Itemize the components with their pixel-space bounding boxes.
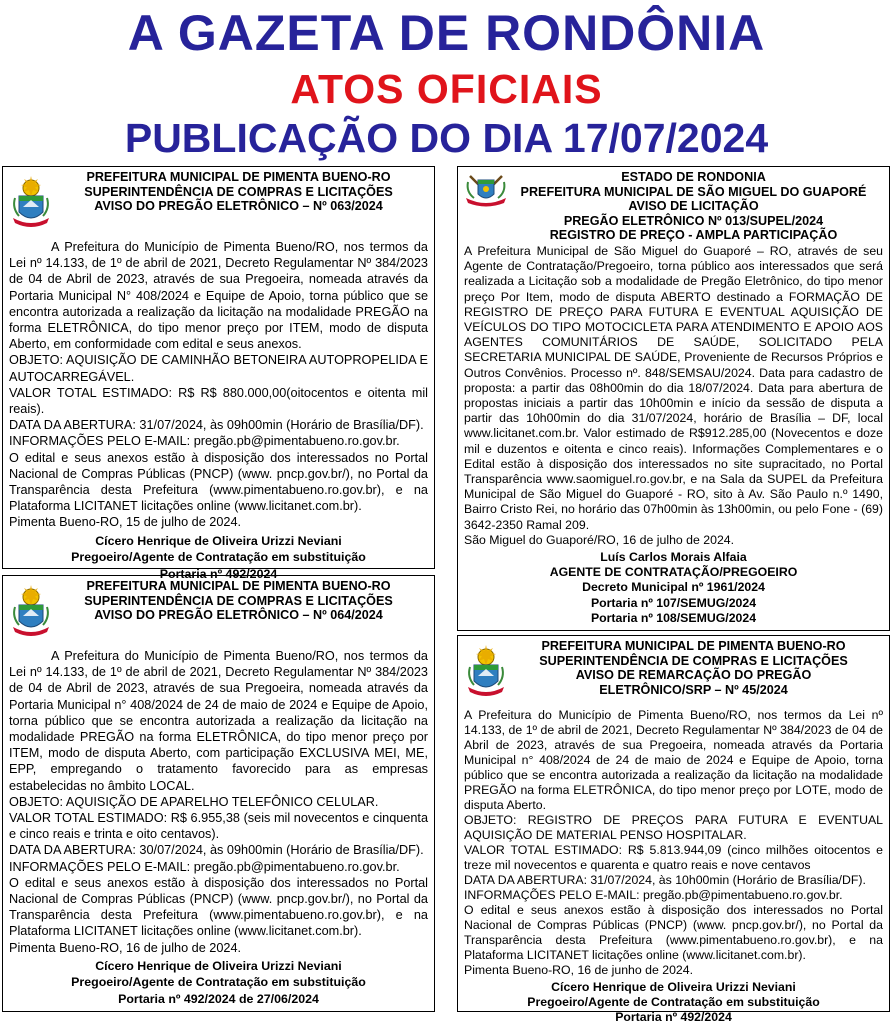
paragraph: A Prefeitura do Município de Pimenta Bueno/RO, nos termos da Lei nº 14.133, de 1º de abril de 2021, Decreto Regulamentar Nº 384/2023 de 04 de Abril de 2023, através de sua Pregoeira, nomeada através da Portaria Municipal n° 408/2024 de 24 de maio de 2024 e Equipe de Apoio, torna público que se encontra autorizada a realização da licitação na modalidade PREGÃO na forma ELETRÔNICA, do tipo menor preço por LOTE, modo de disputa Aberto. [464,708,883,812]
signature-line: Portaria nº 492/2024 [159,566,278,581]
paragraph: Pimenta Bueno-RO, 16 de junho de 2024. [464,963,694,977]
notice-body [464,244,883,548]
header-line: PREGÃO ELETRÔNICO Nº 013/SUPEL/2024 [563,213,824,228]
paragraph: A Prefeitura do Município de Pimenta Bueno/RO, nos termos da Lei nº 14.133, de 1º de abril de 2021, Decreto Regulamentar Nº 384/2023 de 04 de Abril de 2023, através de sua Pregoeira, nomeada através da Portaria Municipal n° 408/2024 de 24 de maio de 2024 e Equipe de Apoio, torna público que se encontra autorizada a realização da licitação na modalidade PREGÃO na forma ELETRÔNICA, do tipo menor preço por ITEM, modo de disputa Aberto, com participação EXCLUSIVA MEI, ME, EPP, empregando o tratamento favorecido para as empresas estabelecidas no âmbito LOCAL. [9,649,428,793]
header-line: PREFEITURA MUNICIPAL DE PIMENTA BUENO-RO [541,639,846,653]
notice-pregao-064 [2,575,435,1012]
header-line: PREFEITURA MUNICIPAL DE SÃO MIGUEL DO GUAPORÉ [520,184,867,199]
signature-line: Decreto Municipal nº 1961/2024 [582,580,765,595]
header-line: PREFEITURA MUNICIPAL DE PIMENTA BUENO-RO [86,170,391,184]
paragraph: VALOR TOTAL ESTIMADO: R$ 6.955,38 (seis mil novecentos e cinquenta e cinco reais e trinta e oito centavos). [9,811,428,842]
signature-line: Portaria nº 492/2024 de 27/06/2024 [118,991,319,1006]
paragraph: OBJETO: AQUISIÇÃO DE CAMINHÃO BETONEIRA AUTOPROPELIDA E AUTOCARREGÁVEL. [9,353,428,384]
header-line: ESTADO DE RONDONIA [621,170,766,184]
header-line: SUPERINTENDÊNCIA DE COMPRAS E LICITAÇÕES [539,653,848,668]
header-line: AVISO DE REMARCAÇÃO DO PREGÃO [575,668,812,683]
municipal-crest-icon [9,174,53,230]
signature-line: Portaria nº 492/2024 [615,1010,732,1025]
notice-header [464,170,883,243]
paragraph: VALOR TOTAL ESTIMADO: R$ R$ 880.000,00(oitocentos e oitenta mil reais). [9,385,428,417]
notice-header [464,639,883,707]
paragraph: Pimenta Bueno-RO, 15 de julho de 2024. [9,515,242,530]
notice-body [9,648,428,956]
notice-pregao-013-supel [457,166,890,631]
header-line: PREFEITURA MUNICIPAL DE PIMENTA BUENO-RO [86,579,391,593]
notice-body [9,239,428,531]
signature-line: Cícero Henrique de Oliveira Urizzi Neviani [95,958,342,973]
signature-line: Cícero Henrique de Oliveira Urizzi Neviani [95,533,342,548]
notice-remarcacao-pregao-045 [457,635,890,1025]
municipal-crest-icon [464,172,508,208]
paragraph: DATA DA ABERTURA: 31/07/2024, às 10h00min (Horário de Brasília/DF). [464,873,866,887]
paragraph: INFORMAÇÕES PELO E-MAIL: pregão.pb@pimentabueno.ro.gov.br. [9,434,400,449]
signature-line: Portaria nº 108/SEMUG/2024 [590,610,757,625]
paragraph: A Prefeitura do Município de Pimenta Bueno/RO, nos termos da Lei nº 14.133, de 1º de abril de 2021, Decreto Regulamentar Nº 384/2023 de 04 de Abril de 2023, através de sua Pregoeira, nomeada através da Portaria Municipal N° 408/2024 e Equipe de Apoio, torna público que se encontra autorizada a realização da licitação na modalidade PREGÃO na forma ELETRÔNICA, do tipo menor preço por ITEM, modo de disputa Aberto, em conformidade com edital e seus anexos. [9,240,428,352]
paragraph: INFORMAÇÕES PELO E-MAIL: pregão.pb@pimentabueno.ro.gov.br. [9,859,400,874]
publication-date: PUBLICAÇÃO DO DIA 17/07/2024 [124,115,769,161]
header-line: ELETRÔNICO/SRP – Nº 45/2024 [599,682,788,697]
paragraph: O edital e seus anexos estão à disposição dos interessados no Portal Nacional de Compras Públicas (PNCP) (www. pncp.gov.br/), no Portal da Transparência desta Prefeitura (www.pimentabueno.ro.gov.br), e na Plataforma LICITANET licitações online (www.licitanet.com.br). [464,903,883,962]
paragraph: INFORMAÇÕES PELO E-MAIL: pregão.pb@pimentabueno.ro.gov.br. [464,888,843,902]
notice-body [464,708,883,978]
notice-pregao-063 [2,166,435,581]
paragraph: O edital e seus anexos estão à disposição dos interessados no Portal Nacional de Compras Públicas (PNCP) (www. pncp.gov.br/), no Portal da Transparência desta Prefeitura (www.pimentabueno.ro.gov.br), e na Plataforma LICITANET licitações online (www.licitanet.com.br). [9,450,428,514]
signature-line: Pregoeiro/Agente de Contratação em substituição [71,975,366,990]
header-line: SUPERINTENDÊNCIA DE COMPRAS E LICITAÇÕES [84,593,393,608]
header-line: REGISTRO DE PREÇO - AMPLA PARTICIPAÇÃO [549,228,838,243]
paragraph: OBJETO: REGISTRO DE PREÇOS PARA FUTURA E EVENTUAL AQUISIÇÃO DE MATERIAL PENSO HOSPITALAR. [464,813,883,842]
paragraph: São Miguel do Guaporé/RO, 16 de julho de 2024. [464,532,735,547]
paragraph: Pimenta Bueno-RO, 16 de julho de 2024. [9,940,242,955]
signature-line: Luís Carlos Morais Alfaia [600,550,747,565]
signature-line: Pregoeiro/Agente de Contratação em substituição [71,550,366,565]
paragraph: O edital e seus anexos estão à disposição dos interessados no Portal Nacional de Compras Públicas (PNCP) (www. pncp.gov.br/), no Portal da Transparência desta Prefeitura (www.pimentabueno.ro.gov.br), e na Plataforma LICITANET licitações online (www.licitanet.com.br). [9,875,428,939]
paragraph: DATA DA ABERTURA: 30/07/2024, às 09h00min (Horário de Brasília/DF). [9,843,424,858]
header-line: SUPERINTENDÊNCIA DE COMPRAS E LICITAÇÕES [84,184,393,199]
notice-header [9,170,428,238]
newspaper-title: A GAZETA DE RONDÔNIA [127,5,766,61]
municipal-crest-icon [9,583,53,639]
signature-block [464,980,883,1026]
paragraph: VALOR TOTAL ESTIMADO: R$ 5.813.944,09 (cinco milhões oitocentos e treze mil novecentos e quarenta e quatro reais e nove centavos [464,843,883,872]
signature-line: Pregoeiro/Agente de Contratação em substituição [527,995,820,1010]
header-line: AVISO DE LICITAÇÃO [628,199,759,214]
notice-header [9,579,428,647]
signature-block [464,550,883,626]
header-line: AVISO DO PREGÃO ELETRÔNICO – Nº 064/2024 [94,608,383,623]
signature-line: Cícero Henrique de Oliveira Urizzi Neviani [551,980,796,994]
signature-block [9,958,428,1008]
header-line: AVISO DO PREGÃO ELETRÔNICO – Nº 063/2024 [94,199,383,214]
signature-line: AGENTE DE CONTRATAÇÃO/PREGOEIRO [549,565,798,580]
paragraph: A Prefeitura Municipal de São Miguel do Guaporé – RO, através de seu Agente de Contratação/Pregoeiro, torna público aos interessados que será realizada a Licitação sob a modalidade de Pregão Eletrônico, do tipo menor preço Por Item, modo de disputa ABERTO destinado a FORMAÇÃO DE REGISTRO DE PREÇO PARA FUTURA E EVENTUAL AQUISIÇÃO DE VEÍCULOS DO TIPO MOTOCICLETA PARA ATENDIMENTO E APOIO AOS AGENTES COMUNITÁRIOS DE SAÚDE, SOLICITADO PELA SECRETARIA MUNICIPAL DE SAÚDE, Proveniente de Recursos Próprios e Outros Convênios. Processo nº. 848/SEMSAU/2024. Data para cadastro de proposta: a partir das 08h00min do dia 18/07/2024. Data para abertura de propostas iniciais a partir das 10h00min e início da sessão de disputa a partir das 10h00min do dia 31/07/2024, horário de Brasília – DF, local www.licitanet.com.br. Valor estimado de R$912.285,00 (Novecentos e doze mil e duzentos e oitenta e cinco reais). Informações Complementares e o Edital estão à disposição dos interessados no site supracitado, no Portal Transparência www.saomiguel.ro.gov.br, e na Sala da SUPEL da Prefeitura Municipal de São Miguel do Guaporé - RO, sito à Av. São Paulo n.º 1490, Bairro Cristo Rei, no horário das 07h00min às 13h00min, ou pelo Fone - (69) 3642-2350 Ramal 209. [464,243,883,532]
section-title: ATOS OFICIAIS [290,66,603,112]
paragraph: OBJETO: AQUISIÇÃO DE APARELHO TELEFÔNICO CELULAR. [9,794,379,809]
signature-line: Portaria nº 107/SEMUG/2024 [590,595,757,610]
paragraph: DATA DA ABERTURA: 31/07/2024, às 09h00min (Horário de Brasília/DF). [9,418,424,433]
municipal-crest-icon [464,643,508,699]
